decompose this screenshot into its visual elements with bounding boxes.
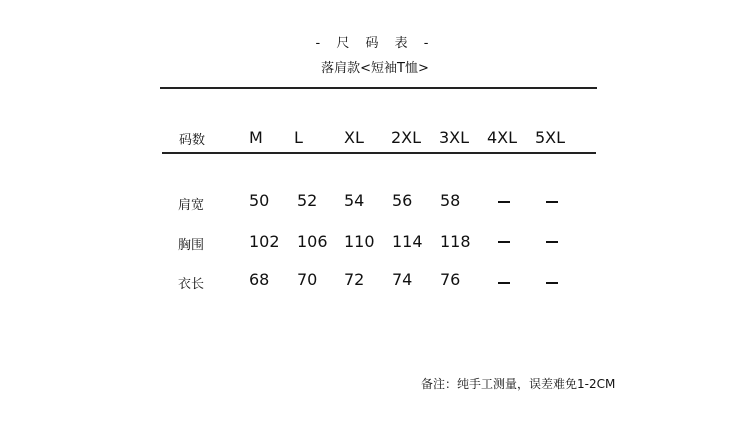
table-cell: 68 <box>249 270 270 289</box>
table-cell: 76 <box>440 270 461 289</box>
top-divider <box>160 87 597 89</box>
measurement-note: 备注：纯手工测量，误差难免1-2CM <box>421 377 616 391</box>
table-cell: 54 <box>344 191 365 210</box>
size-col-2xl: 2XL <box>391 128 422 147</box>
table-cell-dash <box>498 282 510 284</box>
table-cell: 50 <box>249 191 270 210</box>
table-cell: 72 <box>344 270 365 289</box>
header-divider <box>162 152 596 154</box>
size-col-5xl: 5XL <box>535 128 566 147</box>
table-cell-dash <box>546 282 558 284</box>
table-cell-dash <box>546 201 558 203</box>
chart-subtitle: 落肩款<短袖T恤> <box>321 61 429 76</box>
size-col-m: M <box>249 128 263 147</box>
table-cell: 58 <box>440 191 461 210</box>
table-cell: 52 <box>297 191 318 210</box>
table-cell-dash <box>546 241 558 243</box>
table-cell: 74 <box>392 270 413 289</box>
row-label-length: 衣长 <box>178 277 205 292</box>
row-label-shoulder: 肩宽 <box>178 198 205 213</box>
size-header-label: 码数 <box>179 133 206 148</box>
size-col-xl: XL <box>344 128 364 147</box>
table-cell: 118 <box>440 232 471 251</box>
table-cell: 70 <box>297 270 318 289</box>
size-col-4xl: 4XL <box>487 128 518 147</box>
table-cell: 114 <box>392 232 423 251</box>
size-col-3xl: 3XL <box>439 128 470 147</box>
row-label-chest: 胸围 <box>178 238 205 253</box>
table-cell: 110 <box>344 232 375 251</box>
table-cell: 56 <box>392 191 413 210</box>
table-cell-dash <box>498 201 510 203</box>
table-cell-dash <box>498 241 510 243</box>
chart-title: - 尺 码 表 - <box>315 36 435 51</box>
table-cell: 102 <box>249 232 280 251</box>
table-cell: 106 <box>297 232 328 251</box>
size-col-l: L <box>294 128 303 147</box>
